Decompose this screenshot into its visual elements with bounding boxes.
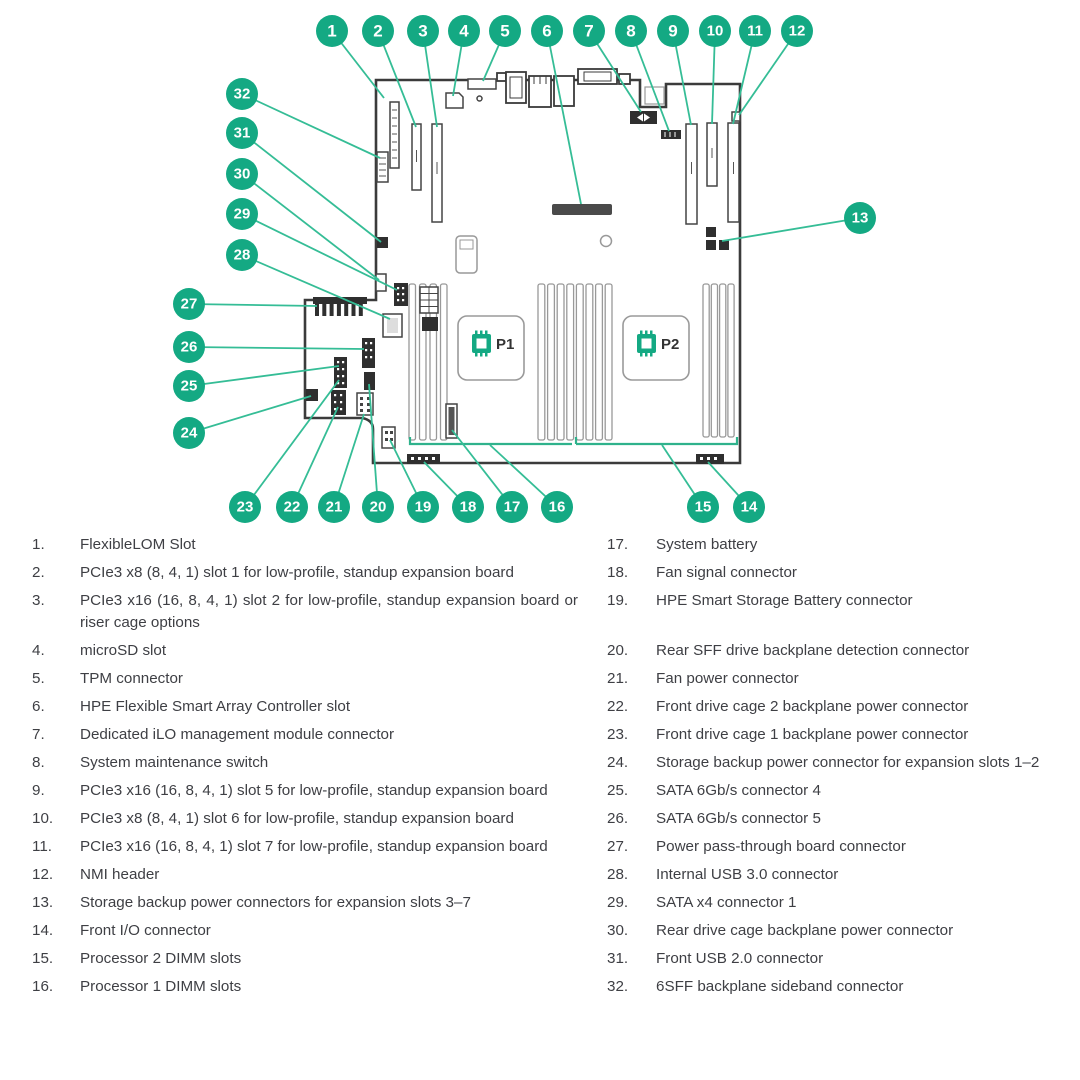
legend-label-20: Rear SFF drive backplane detection connector [656, 642, 970, 659]
legend-label-3: PCIe3 x16 (16, 8, 4, 1) slot 2 for low-profile, standup expansion board or riser cage options [80, 592, 578, 631]
sata-connector-5 [362, 338, 375, 368]
callout-number-31: 31 [233, 124, 251, 142]
leader-line-27 [189, 304, 317, 306]
leader-line-23 [245, 380, 339, 507]
legend-number-6: 6. [32, 698, 45, 715]
screw-hole [601, 236, 612, 247]
legend-label-4: microSD slot [80, 642, 167, 659]
legend-label-25: SATA 6Gb/s connector 4 [656, 782, 821, 799]
legend-number-20: 20. [607, 642, 629, 659]
callout-number-18: 18 [459, 498, 477, 516]
legend-number-31: 31. [607, 950, 629, 967]
legend-number-24: 24. [607, 754, 629, 771]
legend-label-28: Internal USB 3.0 connector [656, 866, 839, 883]
leader-line-13 [722, 218, 860, 241]
legend-number-8: 8. [32, 754, 45, 771]
callout-number-8: 8 [626, 21, 636, 41]
callout-number-7: 7 [584, 21, 594, 41]
legend-number-32: 32. [607, 978, 629, 995]
legend-label-12: NMI header [80, 866, 160, 883]
legend-label-8: System maintenance switch [80, 754, 269, 771]
legend-label-27: Power pass-through board connector [656, 838, 906, 855]
legend-number-25: 25. [607, 782, 629, 799]
processor-1-label: P1 [496, 336, 515, 353]
legend-label-32: 6SFF backplane sideband connector [656, 978, 904, 995]
motherboard-diagram [0, 0, 1080, 530]
callout-number-19: 19 [414, 498, 432, 516]
legend-number-2: 2. [32, 564, 45, 581]
legend-number-14: 14. [32, 922, 54, 939]
legend-label-9: PCIe3 x16 (16, 8, 4, 1) slot 5 for low-profile, standup expansion board [80, 782, 548, 799]
legend-number-28: 28. [607, 866, 629, 883]
callout-number-10: 10 [706, 22, 724, 40]
leader-line-24 [189, 396, 311, 433]
front-usb2-connector [377, 237, 388, 248]
callout-number-17: 17 [503, 498, 521, 516]
legend-number-9: 9. [32, 782, 45, 799]
callout-number-13: 13 [851, 209, 869, 227]
callout-number-16: 16 [548, 498, 566, 516]
leader-line-29 [242, 214, 397, 290]
legend-label-29: SATA x4 connector 1 [656, 894, 797, 911]
legend-number-13: 13. [32, 894, 54, 911]
callout-number-6: 6 [542, 21, 552, 41]
callout-number-27: 27 [180, 295, 198, 313]
legend-number-1: 1. [32, 536, 45, 553]
legend-label-16: Processor 1 DIMM slots [80, 978, 242, 995]
maintenance-switch [661, 130, 681, 139]
legend-label-13: Storage backup power connectors for expansion slots 3–7 [80, 894, 471, 911]
callout-number-24: 24 [180, 424, 198, 442]
callout-number-3: 3 [418, 21, 428, 41]
callout-number-20: 20 [369, 498, 387, 516]
processor-1 [458, 316, 524, 380]
smart-array-slot [552, 204, 612, 215]
callout-number-22: 22 [283, 498, 301, 516]
processor-2-label: P2 [661, 336, 680, 353]
callout-number-21: 21 [325, 498, 343, 516]
legend-number-5: 5. [32, 670, 45, 687]
tpm-connector [468, 79, 496, 89]
callout-number-4: 4 [459, 21, 469, 41]
legend-label-15: Processor 2 DIMM slots [80, 950, 242, 967]
screw-hole-small [477, 96, 482, 101]
legend-label-6: HPE Flexible Smart Array Controller slot [80, 698, 351, 715]
legend-label-2: PCIe3 x8 (8, 4, 1) slot 1 for low-profile, standup expansion board [80, 564, 514, 581]
cage2-power-connector [331, 390, 346, 415]
legend-number-21: 21. [607, 670, 629, 687]
legend-label-18: Fan signal connector [656, 564, 797, 581]
callout-number-25: 25 [180, 377, 198, 395]
legend-label-24: Storage backup power connector for expansion slots 1–2 [656, 754, 1040, 771]
ilo-module-connector [630, 111, 657, 124]
legend-label-10: PCIe3 x8 (8, 4, 1) slot 6 for low-profile, standup expansion board [80, 810, 514, 827]
callout-number-23: 23 [236, 498, 254, 516]
callout-number-26: 26 [180, 338, 198, 356]
callout-number-14: 14 [740, 498, 758, 516]
callout-number-2: 2 [373, 21, 383, 41]
legend-label-1: FlexibleLOM Slot [80, 536, 196, 553]
legend-label-22: Front drive cage 2 backplane power connector [656, 698, 969, 715]
processor-2 [623, 316, 689, 380]
legend-label-11: PCIe3 x16 (16, 8, 4, 1) slot 7 for low-profile, standup expansion board [80, 838, 548, 855]
legend-label-5: TPM connector [80, 670, 183, 687]
callout-number-9: 9 [668, 21, 678, 41]
callout-number-5: 5 [500, 21, 510, 41]
legend-number-30: 30. [607, 922, 629, 939]
callout-number-32: 32 [233, 85, 251, 103]
legend-number-15: 15. [32, 950, 54, 967]
legend-label-23: Front drive cage 1 backplane power connector [656, 726, 969, 743]
legend-number-10: 10. [32, 810, 54, 827]
legend-number-4: 4. [32, 642, 45, 659]
sata-x4-connector [394, 283, 408, 306]
callout-number-15: 15 [694, 498, 712, 516]
legend-number-23: 23. [607, 726, 629, 743]
legend [32, 534, 1044, 998]
legend-number-16: 16. [32, 978, 54, 995]
legend-label-26: SATA 6Gb/s connector 5 [656, 810, 821, 827]
legend-number-11: 11. [32, 838, 52, 855]
legend-label-17: System battery [656, 536, 758, 553]
legend-number-3: 3. [32, 592, 45, 609]
ilo-port-bay [645, 87, 664, 104]
callout-number-11: 11 [747, 22, 763, 40]
legend-number-29: 29. [607, 894, 629, 911]
legend-label-7: Dedicated iLO management module connector [80, 726, 395, 743]
legend-number-17: 17. [607, 536, 629, 553]
legend-number-12: 12. [32, 866, 54, 883]
legend-label-19: HPE Smart Storage Battery connector [656, 592, 913, 609]
callout-number-28: 28 [233, 246, 251, 264]
retention-bracket [456, 236, 477, 273]
storage-backup-connector-1-2 [306, 389, 318, 401]
legend-label-21: Fan power connector [656, 670, 799, 687]
legend-label-30: Rear drive cage backplane power connector [656, 922, 954, 939]
legend-label-14: Front I/O connector [80, 922, 211, 939]
legend-number-27: 27. [607, 838, 629, 855]
microsd-slot [446, 93, 463, 108]
callout-number-30: 30 [233, 165, 251, 183]
legend-number-26: 26. [607, 810, 629, 827]
legend-number-18: 18. [607, 564, 629, 581]
callout-number-12: 12 [788, 22, 806, 40]
legend-number-7: 7. [32, 726, 45, 743]
legend-number-19: 19. [607, 592, 629, 609]
callout-number-1: 1 [327, 21, 337, 41]
callout-number-29: 29 [233, 205, 251, 223]
legend-label-31: Front USB 2.0 connector [656, 950, 824, 967]
legend-number-22: 22. [607, 698, 629, 715]
